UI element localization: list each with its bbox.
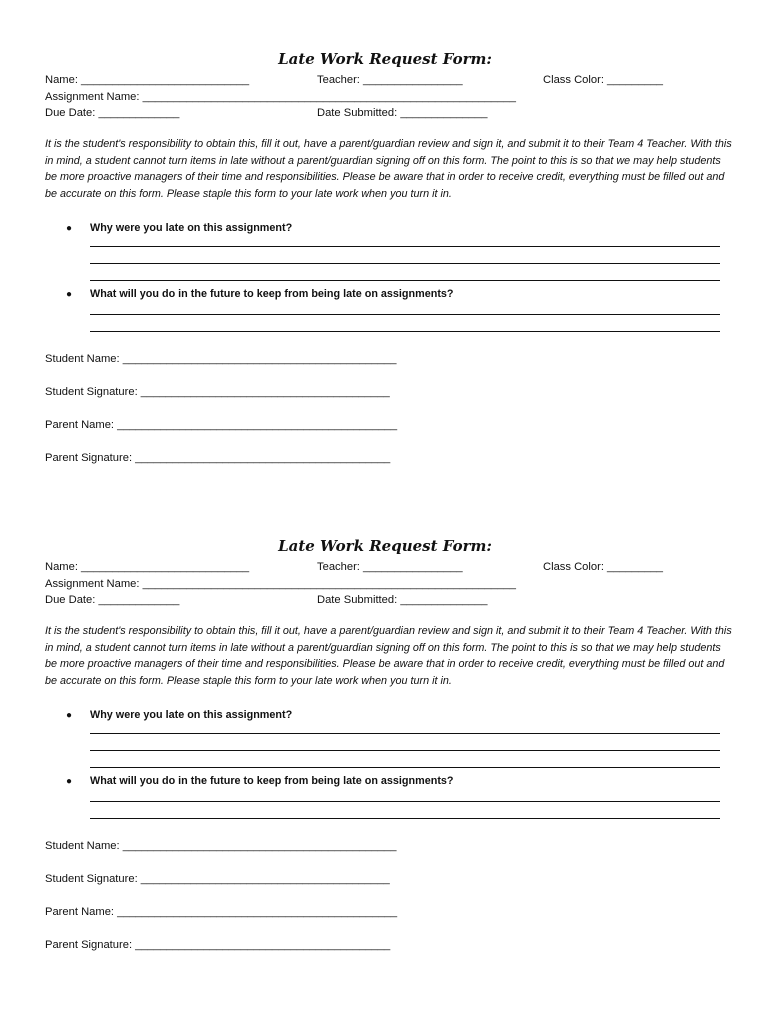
class-color-field[interactable]: Class Color: _________ bbox=[543, 561, 664, 573]
form-title: Late Work Request Form: bbox=[278, 537, 492, 555]
teacher-field[interactable]: Teacher: ________________ bbox=[317, 74, 463, 86]
name-field[interactable]: Name: ___________________________ bbox=[45, 74, 250, 86]
answer-line[interactable] bbox=[90, 331, 720, 332]
due-date-field[interactable]: Due Date: _____________ bbox=[45, 594, 180, 606]
answer-line[interactable] bbox=[90, 767, 720, 768]
question-future-plan: What will you do in the future to keep from being late on assignments? bbox=[90, 775, 454, 787]
bullet-icon: ● bbox=[66, 776, 73, 787]
class-color-field[interactable]: Class Color: _________ bbox=[543, 74, 664, 86]
answer-line[interactable] bbox=[90, 280, 720, 281]
late-work-form-2 bbox=[0, 487, 770, 974]
bullet-icon: ● bbox=[66, 710, 73, 721]
answer-line[interactable] bbox=[90, 818, 720, 819]
answer-line[interactable] bbox=[90, 733, 720, 734]
student-signature-field[interactable]: Student Signature: ________________________________________ bbox=[45, 873, 390, 885]
assignment-name-field[interactable]: Assignment Name: ____________________________________________________________ bbox=[45, 91, 516, 103]
answer-line[interactable] bbox=[90, 750, 720, 751]
answer-line[interactable] bbox=[90, 263, 720, 264]
assignment-name-field[interactable]: Assignment Name: ____________________________________________________________ bbox=[45, 578, 516, 590]
parent-name-field[interactable]: Parent Name: _____________________________________________ bbox=[45, 419, 398, 431]
bullet-icon: ● bbox=[66, 289, 73, 300]
student-name-field[interactable]: Student Name: ____________________________________________ bbox=[45, 353, 397, 365]
parent-signature-field[interactable]: Parent Signature: _________________________________________ bbox=[45, 939, 391, 951]
student-name-field[interactable]: Student Name: ____________________________________________ bbox=[45, 840, 397, 852]
question-late-reason: Why were you late on this assignment? bbox=[90, 222, 293, 234]
name-field[interactable]: Name: ___________________________ bbox=[45, 561, 250, 573]
student-signature-field[interactable]: Student Signature: ________________________________________ bbox=[45, 386, 390, 398]
late-work-form-1 bbox=[0, 0, 770, 487]
question-future-plan: What will you do in the future to keep from being late on assignments? bbox=[90, 288, 454, 300]
instructions-paragraph: It is the student's responsibility to obtain this, fill it out, have a parent/guardian review and sign it, and submit it to their Team 4 Teacher. With this in mind, a student cannot turn items in late without a parent/guardian signing off on this form. The point to this is so that we may help students be more proactive managers of their time and responsibilities. Please be aware that in order to receive credit, everything must be filled out and be accurate on this form. Please staple this form to your late work when you turn it in. bbox=[45, 625, 732, 687]
parent-signature-field[interactable]: Parent Signature: _________________________________________ bbox=[45, 452, 391, 464]
parent-name-field[interactable]: Parent Name: _____________________________________________ bbox=[45, 906, 398, 918]
teacher-field[interactable]: Teacher: ________________ bbox=[317, 561, 463, 573]
date-submitted-field[interactable]: Date Submitted: ______________ bbox=[317, 594, 488, 606]
instructions-paragraph: It is the student's responsibility to obtain this, fill it out, have a parent/guardian review and sign it, and submit it to their Team 4 Teacher. With this in mind, a student cannot turn items in late without a parent/guardian signing off on this form. The point to this is so that we may help students be more proactive managers of their time and responsibilities. Please be aware that in order to receive credit, everything must be filled out and be accurate on this form. Please staple this form to your late work when you turn it in. bbox=[45, 138, 732, 200]
due-date-field[interactable]: Due Date: _____________ bbox=[45, 107, 180, 119]
answer-line[interactable] bbox=[90, 801, 720, 802]
bullet-icon: ● bbox=[66, 223, 73, 234]
answer-line[interactable] bbox=[90, 246, 720, 247]
answer-line[interactable] bbox=[90, 314, 720, 315]
date-submitted-field[interactable]: Date Submitted: ______________ bbox=[317, 107, 488, 119]
question-late-reason: Why were you late on this assignment? bbox=[90, 709, 293, 721]
form-title: Late Work Request Form: bbox=[278, 50, 492, 68]
